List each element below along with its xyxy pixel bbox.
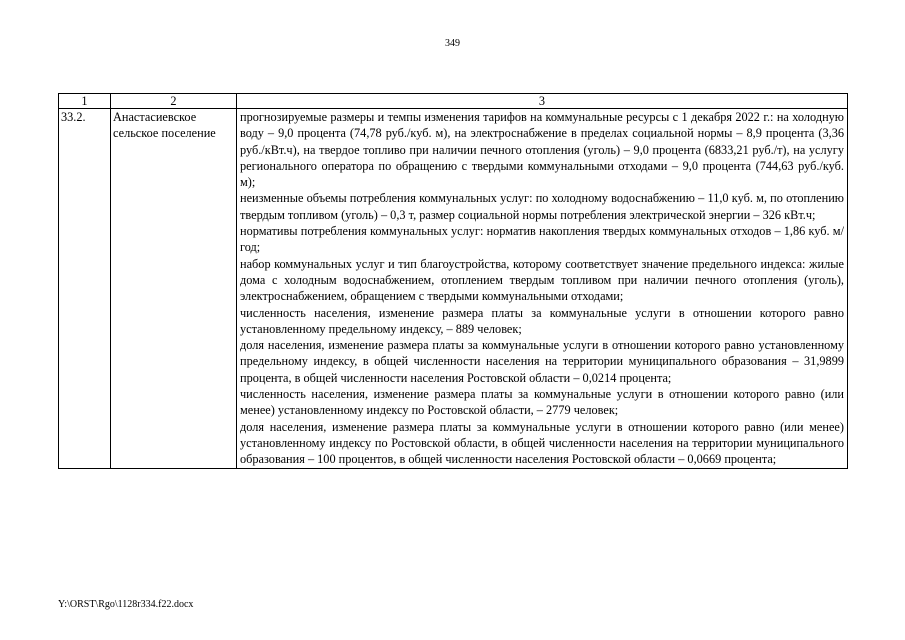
paragraph-population-count: численность населения, изменение размера платы за коммунальные услуги в отношении которого равно установленному предельному индексу, – 889 человек; <box>240 305 844 336</box>
description-cell <box>237 109 848 469</box>
paragraph-population-share: доля населения, изменение размера платы за коммунальные услуги в отношении которого равно установленному предельному индексу, в общей численности населения на территории муниципального образования – 31,9899 процента, в общей численности населения Ростовской области – 0,0214 процента; <box>240 338 844 385</box>
paragraph-tariffs: прогнозируемые размеры и темпы изменения тарифов на коммунальные ресурсы с 1 декабря 2022 г.: на холодную воду – 9,0 процента (74,78 руб./куб. м), на электроснабжение в пределах социальной нормы – 8,9 процента (3,36 руб./кВт.ч), на твердое топливо при наличии печного отопления (уголь) – 9,0 процента (6833,21 руб./т), на услугу регионального оператора по обращению с твердыми коммунальными отходами – 9,0 процента (744,63 руб./куб. м); <box>240 110 844 190</box>
document-table <box>58 93 848 469</box>
header-col-3: 3 <box>237 94 848 109</box>
settlement-name: Анастасиевское сельское поселение <box>111 109 237 469</box>
footer-file-path: Y:\ORST\Rgo\1128r334.f22.docx <box>58 599 194 610</box>
header-row <box>59 94 848 109</box>
table-row <box>59 109 848 469</box>
paragraph-population-share-regional: доля населения, изменение размера платы за коммунальные услуги в отношении которого равно (или менее) установленному индексу по Ростовской области, в общей численности населения на территории муниципального образования – 100 процентов, в общей численности населения Ростовской области – 0,0669 процента; <box>240 419 844 467</box>
row-number: 33.2. <box>59 109 111 469</box>
paragraph-services-set: набор коммунальных услуг и тип благоустройства, которому соответствует значение предельного индекса: жилые дома с холодным водоснабжением, отоплением твердым топливом при наличии печного отопления (уголь), электроснабжением, обращением с твердыми коммунальными отходами; <box>240 256 844 304</box>
header-col-1: 1 <box>59 94 111 109</box>
paragraph-population-count-regional: численность населения, изменение размера платы за коммунальные услуги в отношении которого равно (или менее) установленному индексу по Ростовской области, – 2779 человек; <box>240 387 844 418</box>
header-col-2: 2 <box>111 94 237 109</box>
paragraph-volumes: неизменные объемы потребления коммунальных услуг: по холодному водоснабжению – 11,0 куб. м, по отоплению твердым топливом (уголь) – 0,3 т, размер социальной нормы потребления электрической энергии – 326 кВт.ч; <box>240 191 844 222</box>
page-number: 349 <box>445 38 460 49</box>
paragraph-norms: нормативы потребления коммунальных услуг: норматив накопления твердых коммунальных отходов – 1,86 куб. м/год; <box>240 224 844 255</box>
